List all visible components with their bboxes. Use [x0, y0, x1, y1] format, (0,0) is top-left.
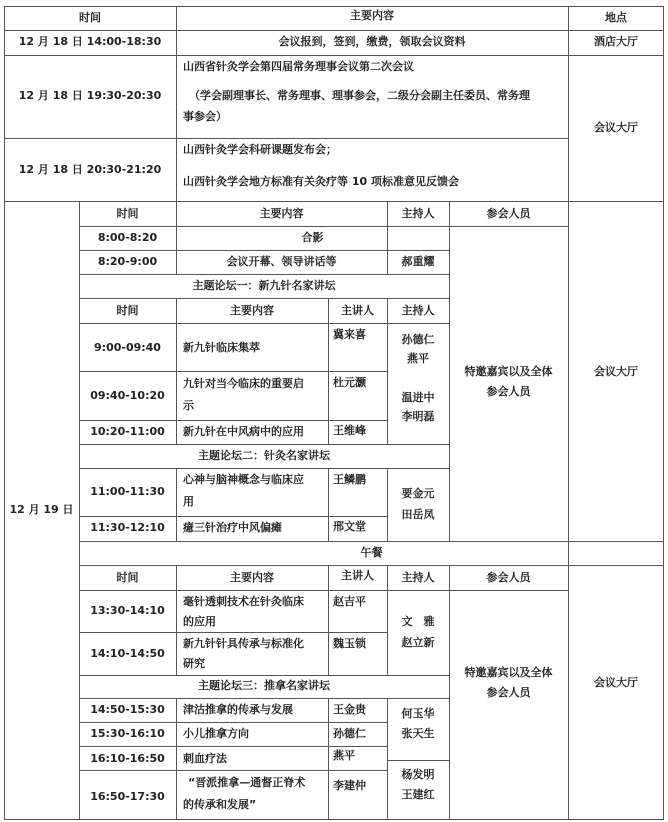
attendees-2-line2: 参会人员 — [486, 686, 531, 699]
f-header-host: 主持人 — [401, 304, 435, 317]
f1-2-time: 10:20-11:00 — [90, 425, 165, 438]
location-meeting-hall-3: 会议大厅 — [594, 676, 638, 689]
a1-0-speaker: 赵吉平 — [333, 595, 366, 608]
f3-1-time: 15:30-16:10 — [90, 727, 165, 740]
f1-0-time: 9:00-09:40 — [94, 341, 161, 354]
f3-0-speaker: 王金贵 — [333, 703, 366, 716]
f3-2-content: 刺血疗法 — [183, 752, 227, 765]
f3-3-time: 16:50-17:30 — [90, 790, 165, 803]
attendees-1-line2: 参会人员 — [486, 385, 531, 398]
f2-0-speaker: 王鳞鹏 — [333, 473, 366, 486]
f2-1-speaker: 邢文堂 — [333, 520, 366, 533]
attendees-1-line1: 特邀嘉宾以及全体 — [464, 365, 553, 378]
s2-host: 郝重耀 — [401, 255, 435, 268]
a1-host-2: 赵立新 — [401, 636, 435, 649]
lunch-row: 午餐 — [360, 546, 383, 559]
f1-host-b1: 温进中 — [401, 391, 435, 404]
f1-host-a2: 燕平 — [407, 352, 429, 365]
f1-2-speaker: 王维峰 — [333, 424, 366, 437]
f1-1-speaker: 杜元灏 — [333, 376, 366, 389]
f3-0-time: 14:50-15:30 — [90, 703, 165, 716]
f-header-time: 时间 — [116, 304, 139, 317]
location-meeting-hall-1: 会议大厅 — [594, 121, 638, 134]
a-header-content: 主要内容 — [230, 571, 274, 584]
s1-content: 合影 — [301, 231, 324, 244]
f2-0-content-2: 用 — [183, 495, 194, 508]
a1-host-1: 文 雅 — [401, 615, 435, 628]
f2-0-content-1: 心神与脑神概念与临床应 — [183, 473, 304, 486]
f-header-speaker: 主讲人 — [341, 304, 374, 317]
header-content: 主要内容 — [350, 9, 394, 22]
s2-content: 会议开幕、领导讲话等 — [226, 255, 337, 268]
a1-1-content-2: 研究 — [183, 657, 205, 670]
f3-host-b1: 杨发明 — [401, 768, 435, 781]
r2-line2: （学会副理事长、常务理事、理事参会，二级分会副主任委员、常务理 — [189, 89, 530, 102]
f3-2-time: 16:10-16:50 — [90, 752, 165, 765]
a1-1-time: 14:10-14:50 — [90, 647, 165, 660]
f3-1-speaker: 孙德仁 — [333, 727, 366, 740]
f2-host-2: 田岳凤 — [401, 508, 435, 521]
a1-0-content-2: 的应用 — [183, 615, 216, 628]
r3-line1: 山西针灸学会科研课题发布会； — [183, 143, 337, 156]
r1-content: 会议报到，签到，缴费，领取会议资料 — [278, 35, 466, 48]
f3-host-b2: 王建红 — [401, 788, 435, 801]
inner-header-content: 主要内容 — [259, 207, 304, 220]
f1-0-content: 新九针临床集萃 — [183, 341, 260, 354]
r2-line3: 事参会） — [183, 110, 227, 123]
f2-1-time: 11:30-12:10 — [90, 521, 165, 534]
a-header-time: 时间 — [116, 571, 139, 584]
f2-1-content: 癔三针治疗中风偏瘫 — [183, 521, 282, 534]
r3-time: 12 月 18 日 20:30-21:20 — [18, 163, 162, 176]
r3-line2: 山西针灸学会地方标准有关灸疗等 10 项标准意见反馈会 — [183, 175, 459, 188]
forum1-title: 主题论坛一：新九针名家讲坛 — [192, 279, 336, 292]
a1-0-time: 13:30-14:10 — [90, 604, 165, 617]
r1-time: 12 月 18 日 14:00-18:30 — [18, 35, 162, 48]
forum2-title: 主题论坛二：针灸名家讲坛 — [198, 449, 330, 462]
f3-2-speaker: 燕平 — [333, 749, 355, 762]
f3-0-content: 津沽推拿的传承与发展 — [183, 703, 293, 716]
f1-host-a1: 孙德仁 — [401, 333, 435, 346]
a1-1-content-1: 新九针针具传承与标准化 — [183, 637, 304, 650]
f1-1-time: 09:40-10:20 — [90, 389, 165, 402]
f3-host-a2: 张天生 — [401, 727, 435, 740]
attendees-2-line1: 特邀嘉宾以及全体 — [464, 666, 553, 679]
day19-date: 12 月 19 日 — [9, 503, 74, 516]
f3-3-speaker: 李建仲 — [333, 779, 366, 792]
header-location: 地点 — [605, 11, 627, 24]
f1-host-b2: 李明磊 — [401, 410, 435, 423]
f2-0-time: 11:00-11:30 — [90, 485, 165, 498]
f3-3-content-1: “晋派推拿—通督正脊术 — [188, 776, 306, 789]
f3-3-content-2: 的传承和发展” — [183, 798, 257, 811]
a1-0-content-1: 毫针透刺技术在针灸临床 — [183, 595, 304, 608]
a-header-host: 主持人 — [401, 571, 435, 584]
s1-time: 8:00-8:20 — [97, 231, 158, 244]
f3-host-a1: 何玉华 — [401, 707, 435, 720]
r2-line1: 山西省针灸学会第四届常务理事会议第二次会议 — [183, 60, 414, 73]
f1-0-speaker: 冀来喜 — [333, 328, 366, 341]
a-header-speaker: 主讲人 — [341, 569, 374, 582]
a1-1-speaker: 魏玉锁 — [333, 637, 366, 650]
a-header-attendees: 参会人员 — [486, 571, 531, 584]
inner-header-attendees: 参会人员 — [486, 207, 531, 220]
f1-2-content: 新九针在中风病中的应用 — [183, 425, 304, 438]
inner-header-host: 主持人 — [401, 207, 435, 220]
location-meeting-hall-2: 会议大厅 — [594, 365, 638, 378]
f3-1-content: 小儿推拿方向 — [183, 727, 249, 740]
header-time: 时间 — [79, 11, 101, 24]
inner-header-time: 时间 — [116, 207, 139, 220]
r2-time: 12 月 18 日 19:30-20:30 — [18, 89, 162, 102]
forum3-title: 主题论坛三：推拿名家讲坛 — [198, 679, 330, 692]
f2-host-1: 要金元 — [401, 487, 435, 500]
f1-1-content-2: 示 — [183, 399, 194, 412]
f1-1-content-1: 九针对当今临床的重要启 — [183, 377, 304, 390]
s2-time: 8:20-9:00 — [97, 255, 158, 268]
r1-location: 酒店大厅 — [594, 35, 638, 48]
f-header-content: 主要内容 — [230, 304, 274, 317]
